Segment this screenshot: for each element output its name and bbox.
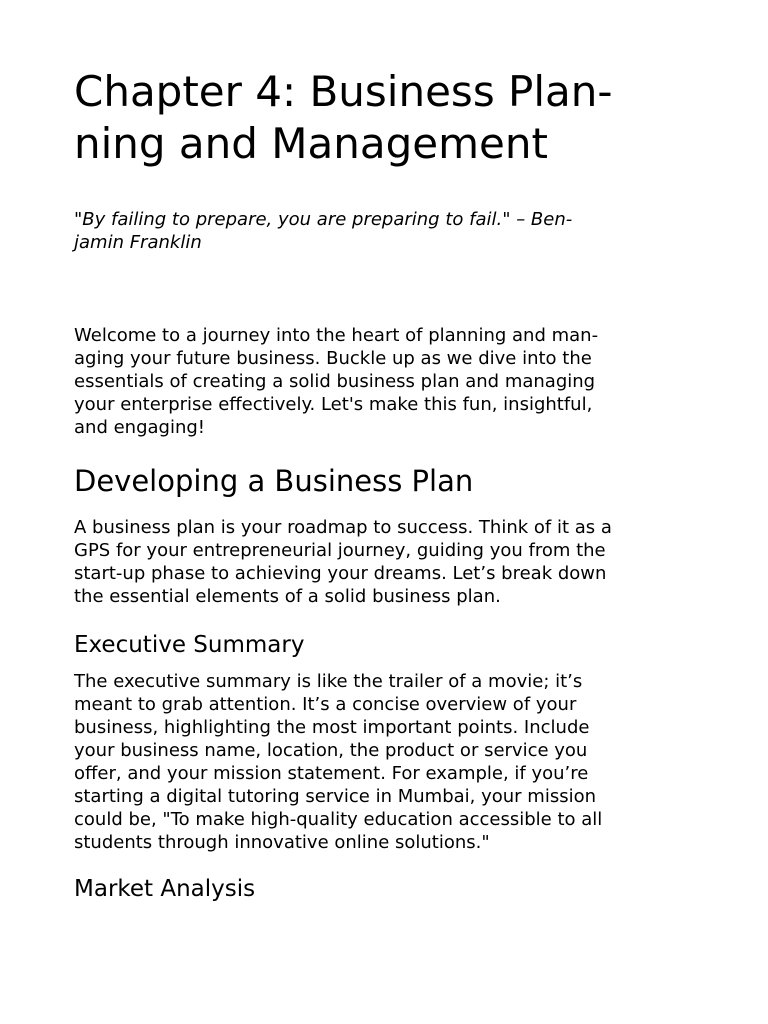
executive-summary-paragraph	[74, 670, 704, 854]
paragraph-line: could be, "To make high-quality education accessible to all	[74, 809, 603, 830]
paragraph-line: A business plan is your roadmap to success. Think of it as a	[74, 517, 612, 538]
developing-paragraph	[74, 516, 704, 608]
paragraph-line: students through innovative online solutions."	[74, 832, 490, 853]
paragraph-line: The executive summary is like the trailer of a movie; it’s	[74, 671, 583, 692]
intro-paragraph	[74, 324, 704, 439]
paragraph-line: starting a digital tutoring service in Mumbai, your mission	[74, 786, 596, 807]
intro-line: Welcome to a journey into the heart of planning and man-	[74, 325, 599, 346]
chapter-title	[74, 66, 714, 170]
paragraph-line: your business name, location, the product or service you	[74, 740, 588, 761]
paragraph-line: offer, and your mission statement. For example, if you’re	[74, 763, 589, 784]
paragraph-line: GPS for your entrepreneurial journey, guiding you from the	[74, 540, 606, 561]
paragraph-line: business, highlighting the most important points. Include	[74, 717, 590, 738]
epigraph-line: "By failing to prepare, you are preparing to fail." – Ben-	[74, 209, 573, 230]
intro-line: aging your future business. Buckle up as we dive into the	[74, 348, 592, 369]
epigraph-quote	[74, 208, 714, 254]
intro-line: and engaging!	[74, 417, 206, 438]
intro-line: essentials of creating a solid business plan and managing	[74, 371, 596, 392]
subsection-heading-market-analysis: Market Analysis	[74, 876, 256, 902]
paragraph-line: start-up phase to achieving your dreams. Let’s break down	[74, 563, 607, 584]
chapter-title-line: ning and Management	[74, 119, 548, 168]
chapter-title-line: Chapter 4: Business Plan-	[74, 67, 613, 116]
paragraph-line: the essential elements of a solid business plan.	[74, 586, 501, 607]
subsection-heading-executive-summary: Executive Summary	[74, 632, 305, 658]
paragraph-line: meant to grab attention. It’s a concise overview of your	[74, 694, 577, 715]
epigraph-line: jamin Franklin	[74, 232, 202, 253]
intro-line: your enterprise effectively. Let's make this fun, insightful,	[74, 394, 593, 415]
section-heading-developing: Developing a Business Plan	[74, 464, 474, 498]
